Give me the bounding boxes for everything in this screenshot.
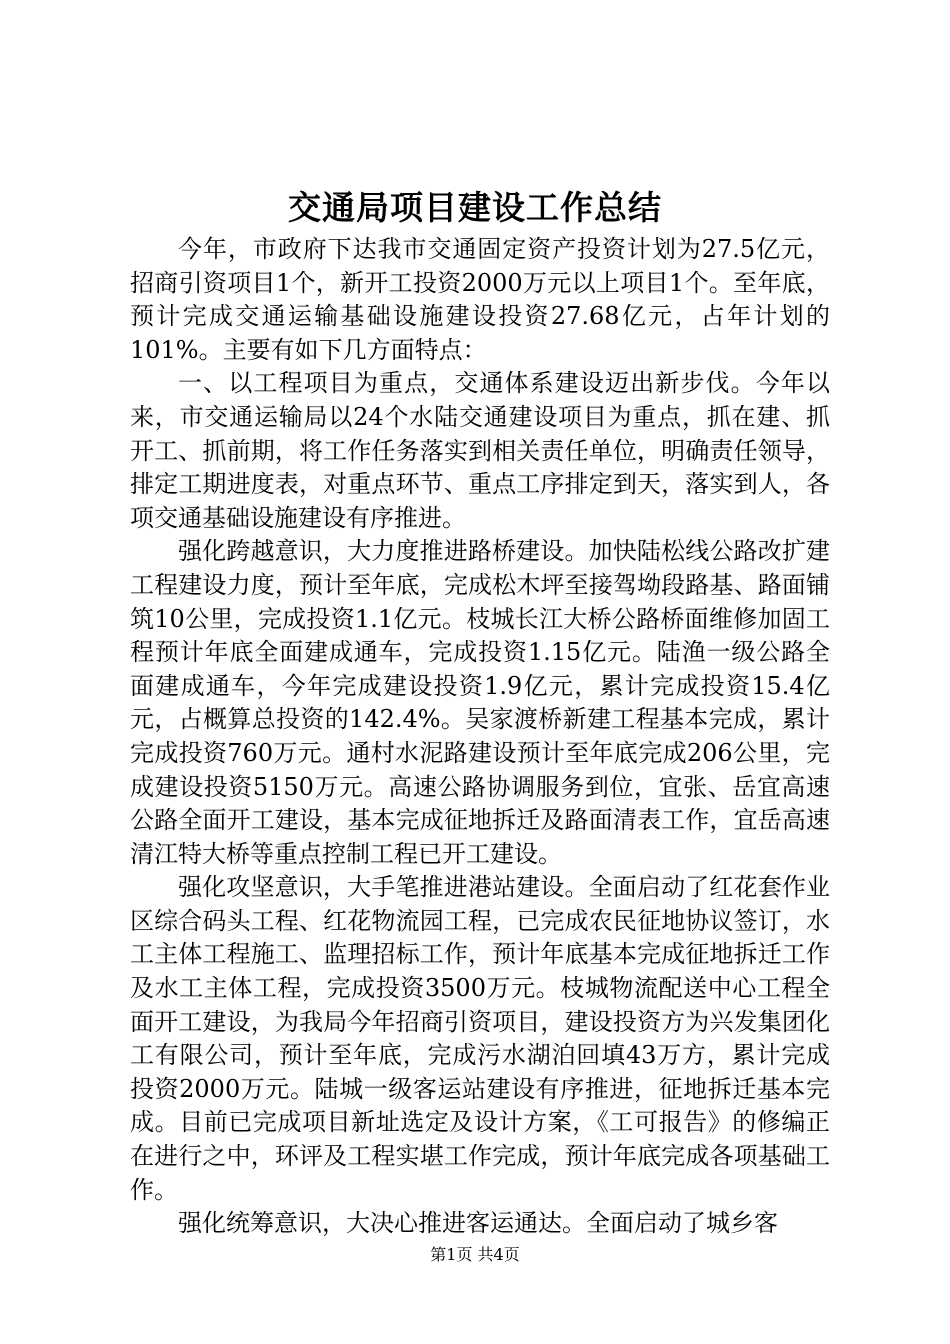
paragraph-port-station: 强化攻坚意识，大手笔推进港站建设。全面启动了红花套作业区综合码头工程、红花物流园工程，已完成农民征地协议签订，水工主体工程施工、监理招标工作，预计年底基本完成征地拆迁工作及水工主体工程，完成投资3500万元。枝城物流配送中心工程全面开工建设，为我局今年招商引资项目，建设投资方为兴发集团化工有限公司，预计至年底，完成污水湖泊回填43万方，累计完成投资2000万元。陆城一级客运站建设有序推进，征地拆迁基本完成。目前已完成项目新址选定及设计方案，《工可报告》的修编正在进行之中，环评及工程实堪工作完成，预计年底完成各项基础工作。 (130, 873, 830, 1204)
paragraph-road-bridge: 强化跨越意识，大力度推进路桥建设。加快陆松线公路改扩建工程建设力度，预计至年底，完成松木坪至接驾坳段路基、路面铺筑10公里，完成投资1.1亿元。枝城长江大桥公路桥面维修加固工程预计年底全面建成通车，完成投资1.15亿元。陆渔一级公路全面建成通车，今年完成建设投资1.9亿元，累计完成投资15.4亿元，占概算总投资的142.4%。吴家渡桥新建工程基本完成，累计完成投资760万元。通村水泥路建设预计至年底完成206公里，完成建设投资5150万元。高速公路协调服务到位，宜张、岳宜高速公路全面开工建设，基本完成征地拆迁及路面清表工作，宜岳高速清江特大桥等重点控制工程已开工建设。 (130, 537, 830, 868)
paragraph-passenger-transport: 强化统筹意识，大决心推进客运通达。全面启动了城乡客 (178, 1209, 778, 1238)
paragraph-intro: 今年，市政府下达我市交通固定资产投资计划为27.5亿元，招商引资项目1个，新开工投资2000万元以上项目1个。至年底，预计完成交通运输基础设施建设投资27.68亿元，占年计划的101%。主要有如下几方面特点： (130, 235, 830, 364)
page-number-footer: 第1页 共4页 (430, 1245, 520, 1264)
paragraph-section-one: 一、以工程项目为重点，交通体系建设迈出新步伐。今年以来，市交通运输局以24个水陆交通建设项目为重点，抓在建、抓开工、抓前期，将工作任务落实到相关责任单位，明确责任领导，排定工期进度表，对重点环节、重点工序排定到天，落实到人，各项交通基础设施建设有序推进。 (130, 369, 830, 532)
document-body (130, 233, 830, 1241)
document-title: 交通局项目建设工作总结 (288, 188, 662, 227)
